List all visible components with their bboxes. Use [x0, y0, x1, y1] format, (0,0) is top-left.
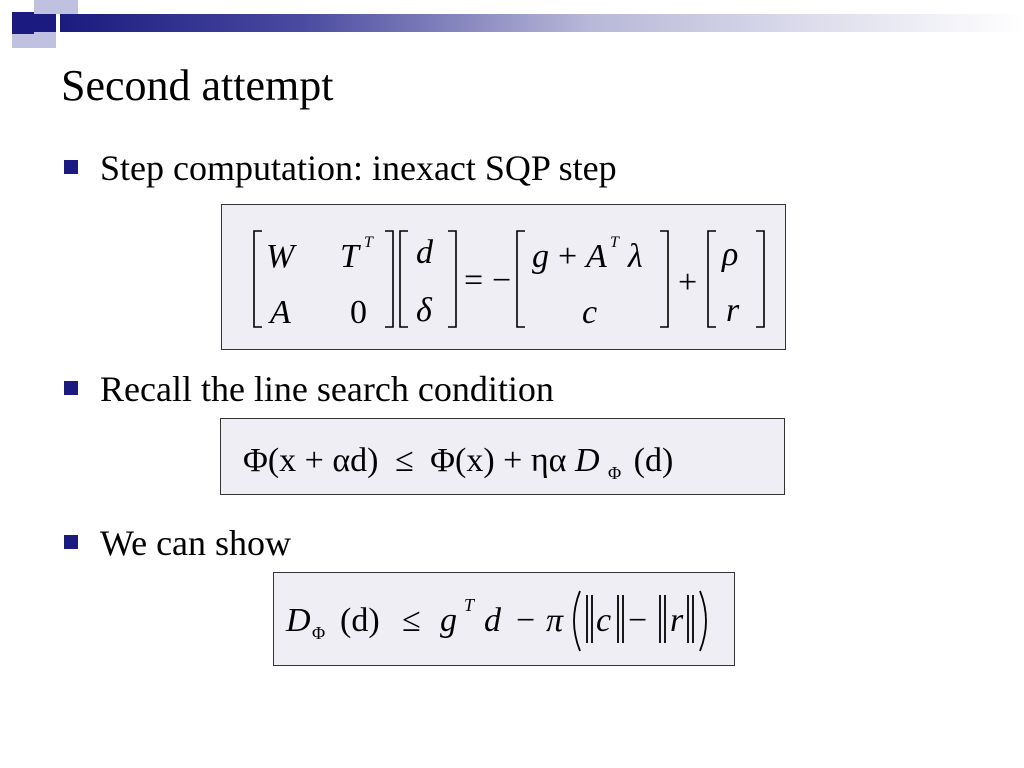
eq3-relation: ≤	[402, 602, 421, 639]
eq3-c: c	[596, 602, 612, 639]
bullet-square-icon	[64, 381, 78, 395]
eq3-subscript: Φ	[312, 623, 326, 643]
minus-sign: −	[492, 262, 512, 299]
bullet-square-icon	[64, 160, 78, 174]
equation-box-derivative-bound	[273, 572, 735, 666]
bullet-text: We can show	[100, 523, 292, 563]
deco-square	[34, 32, 56, 48]
header-gradient-bar	[60, 14, 1024, 32]
equation-derivative-bound	[274, 573, 736, 667]
rhs-rho: ρ	[722, 236, 739, 273]
eq3-arg: (d)	[340, 602, 380, 639]
eq3-direction-d: d	[484, 602, 501, 639]
rhs-plus: +	[558, 238, 578, 275]
eq3-d: D	[286, 602, 311, 639]
eq2-relation: ≤	[395, 442, 414, 479]
deco-square	[34, 14, 56, 32]
matrix-entry-w: W	[266, 238, 295, 275]
deco-square	[56, 0, 78, 14]
equation-box-kkt-system	[221, 204, 786, 350]
eq3-inner-minus: −	[628, 602, 648, 639]
equation-kkt-system	[222, 205, 787, 351]
rhs-a: A	[586, 238, 607, 275]
equation-line-search-text	[243, 442, 673, 487]
vector-entry-d: d	[416, 234, 433, 271]
matrix-entry-a-transpose: T	[340, 238, 359, 275]
bullet-square-icon	[64, 535, 78, 549]
eq3-r: r	[670, 602, 684, 639]
plus-sign: +	[678, 264, 698, 301]
rhs-lambda: λ	[628, 238, 643, 275]
equation-box-line-search	[220, 418, 785, 495]
matrix-entry-a: A	[270, 294, 291, 331]
vector-entry-delta: δ	[416, 292, 432, 329]
rhs-g: g	[532, 238, 549, 275]
rhs-c: c	[582, 294, 598, 331]
eq3-g: g	[440, 602, 457, 639]
matrix-entry-transpose-sup: T	[364, 234, 373, 251]
deco-square	[12, 12, 34, 34]
eq3-transpose-sup: T	[464, 595, 475, 615]
eq2-d: D	[574, 442, 600, 479]
equals-sign: =	[464, 262, 484, 299]
bullet-text: Step computation: inexact SQP step	[100, 148, 617, 188]
eq2-subscript: Φ	[608, 463, 622, 483]
header-decoration	[0, 0, 1024, 48]
deco-square	[12, 34, 34, 48]
deco-square	[34, 0, 56, 14]
eq2-lhs: Φ(x + αd)	[243, 442, 379, 479]
eq3-minus: −	[516, 602, 536, 639]
matrix-entry-zero: 0	[350, 294, 367, 331]
rhs-r: r	[726, 292, 740, 329]
eq2-arg: (d)	[633, 442, 674, 479]
bullet-text: Recall the line search condition	[100, 369, 554, 409]
equation-line-search	[221, 419, 786, 496]
slide-title: Second attempt	[61, 61, 334, 110]
eq3-pi: π	[546, 602, 564, 639]
rhs-transpose-sup: T	[610, 234, 619, 251]
eq2-rhs: Φ(x) + ηα	[430, 442, 567, 479]
